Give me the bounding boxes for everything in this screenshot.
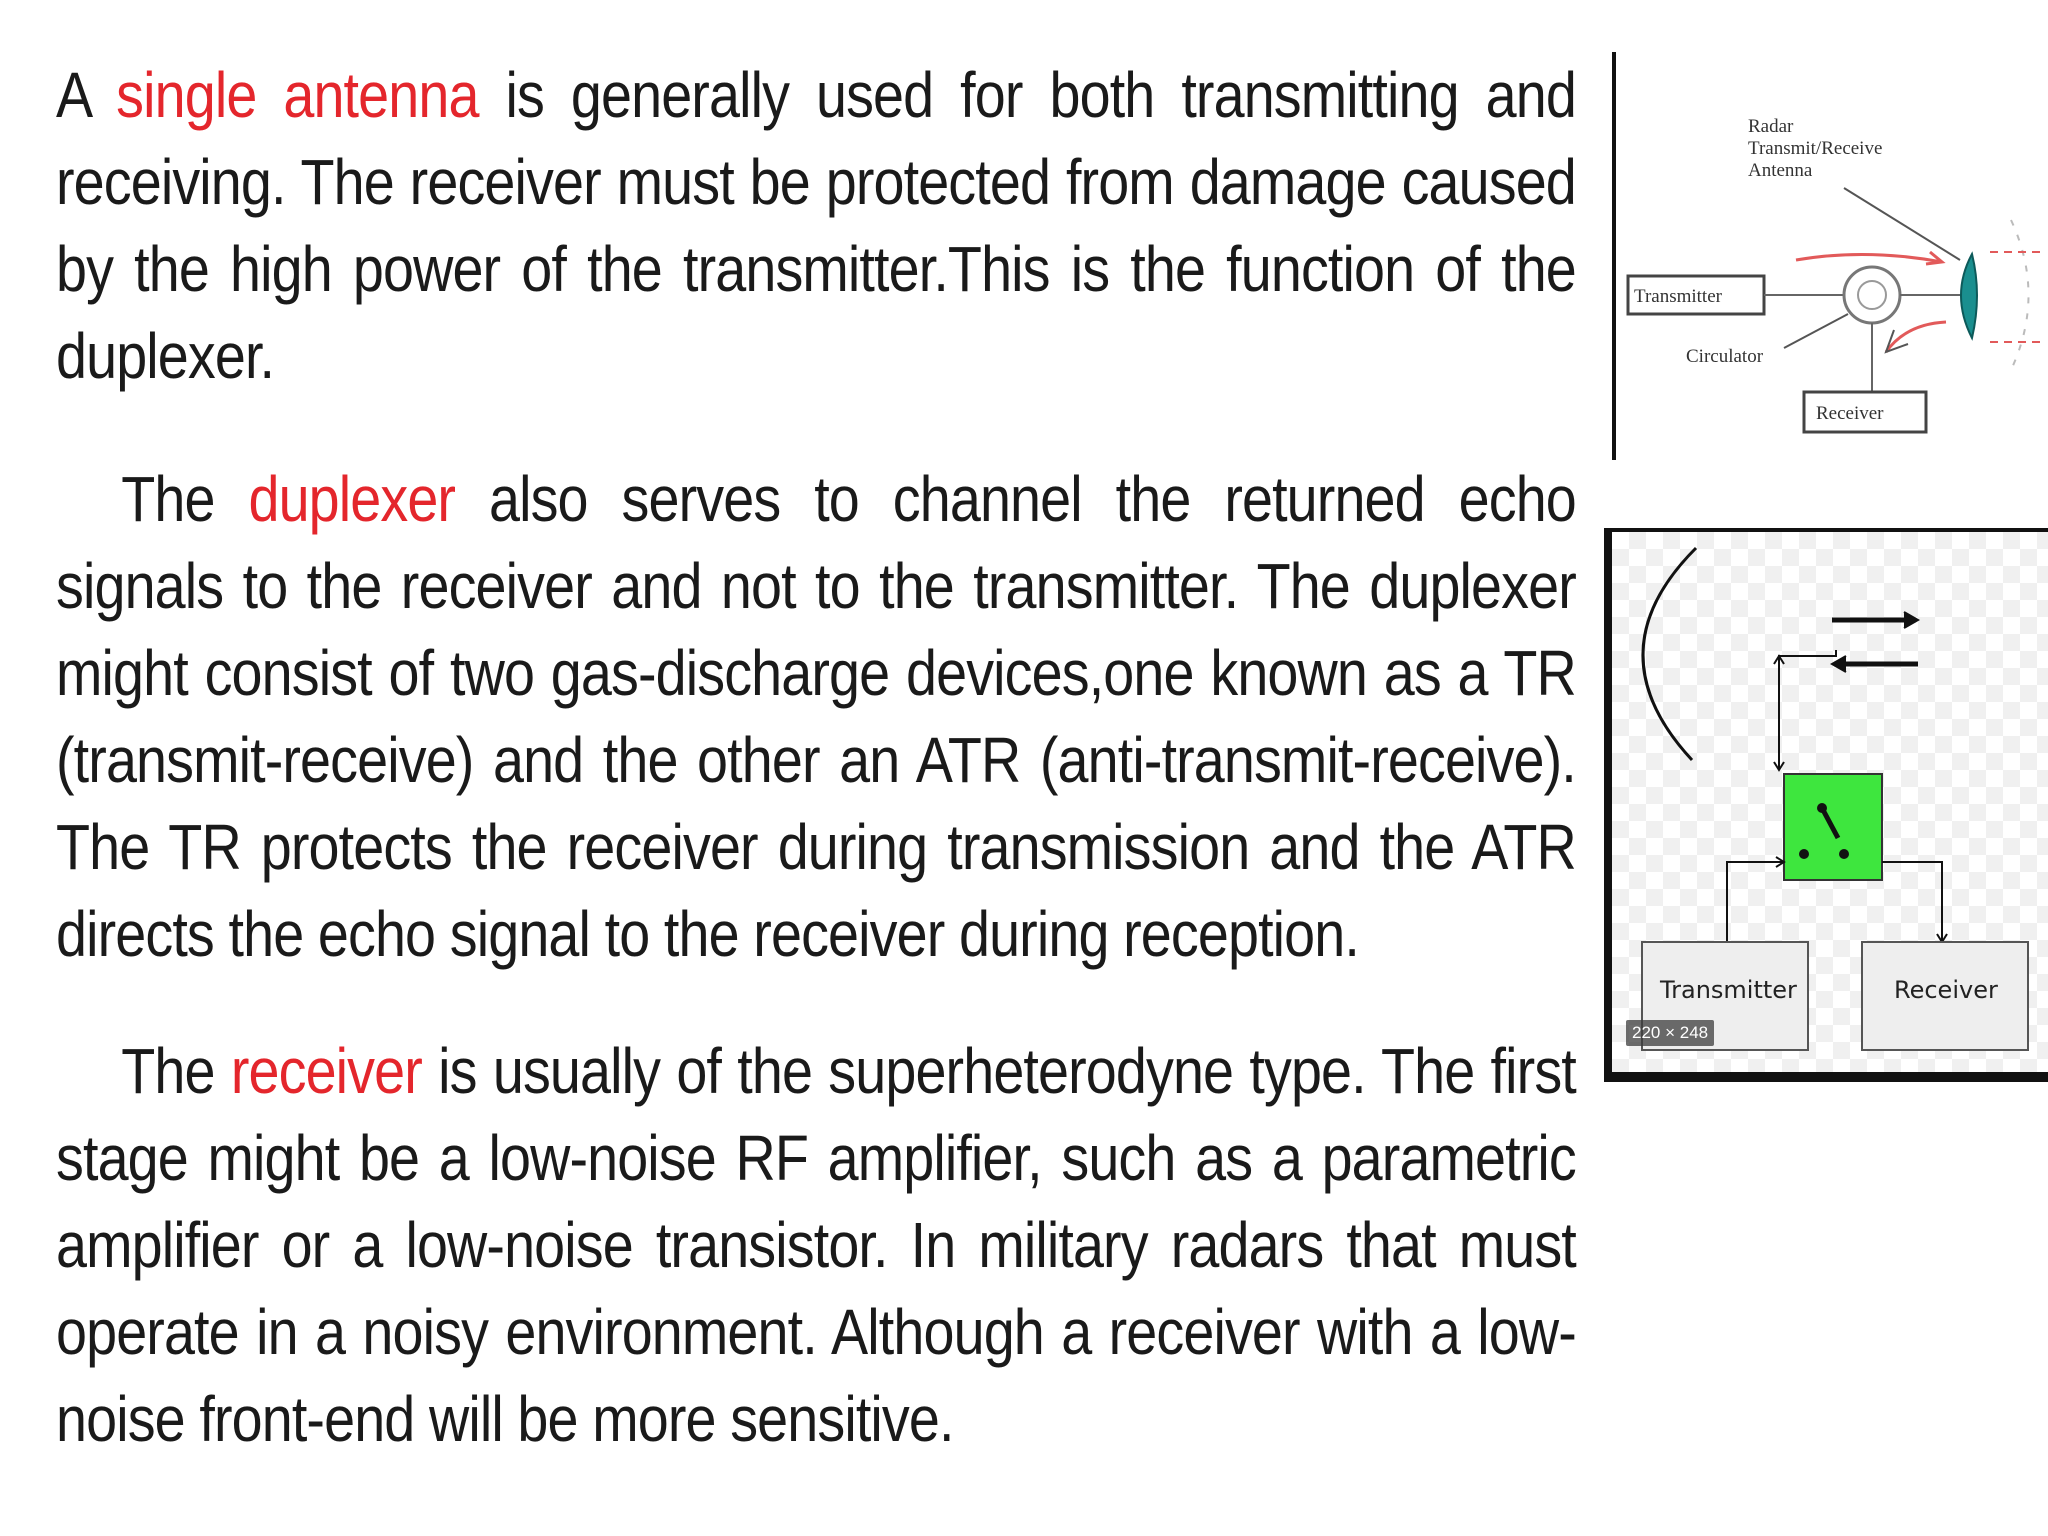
term-duplexer: duplexer [248,463,456,535]
receiver-label: Receiver [1894,976,1998,1004]
paragraph-receiver [56,1028,1576,1463]
circulator-leader-line [1784,314,1848,348]
antenna-label-line1: Radar [1748,116,1794,137]
tx-flow-arrow [1796,254,1942,262]
switch-contact-tx-icon [1799,849,1809,859]
circulator-icon [1844,267,1900,323]
p1-lead: A [56,59,117,131]
tx-arrowhead-icon [1926,252,1942,264]
circulator-diagram-svg [1616,52,2048,460]
transmitter-label: Transmitter [1660,976,1797,1004]
body-text [56,52,1576,1463]
switch-diagram-svg [1612,532,2048,1072]
p3-lead: The [121,1035,231,1107]
paragraph-antenna [56,52,1576,400]
tx-wave-arrowhead-icon [1904,612,1918,628]
rx-flow-arrow [1886,322,1946,352]
feed-line [1779,650,1836,770]
transmitter-label: Transmitter [1634,286,1722,307]
switch-diagram-canvas [1612,532,2048,1072]
switch-contact-rx-icon [1839,849,1849,859]
circulator-inner-icon [1858,281,1886,309]
antenna-dish-icon [1961,254,1977,338]
receiver-label: Receiver [1816,403,1884,424]
rx-wave-arrowhead-icon [1832,656,1846,672]
antenna-label-line3: Antenna [1748,160,1813,181]
tx-to-switch-line [1727,862,1784,942]
p3-text: is usually of the superheterodyne type. The first stage might be a low-noise RF amplifier, such as a parametric amplifier or a low-noise transistor. In military radars that must operate in a noisy environment. Although a receiver with a low-noise front-end will be more sensitive. [56,1035,1576,1455]
p1-text: is generally used for both transmitting and receiving. The receiver must be protected from damage caused by the high power of the transmitter.This is the function of the duplexer. [56,59,1576,392]
antenna-leader-line [1844,188,1960,260]
term-single-antenna: single antenna [116,59,479,131]
p2-lead: The [121,463,249,535]
paragraph-duplexer [56,456,1576,978]
term-receiver: receiver [230,1035,422,1107]
antenna-label-line2: Transmit/Receive [1748,138,1883,159]
wavefront-icon [2011,220,2029,370]
circulator-diagram [1612,52,2048,460]
circulator-label: Circulator [1686,346,1764,367]
p2-text: also serves to channel the returned echo signals to the receiver and not to the transmitter. The duplexer might consist of two gas-discharge devices,one known as a TR (transmit-receive) and the other an ATR (anti-transmit-receive). The TR protects the receiver during transmission and the ATR directs the echo signal to the receiver during reception. [56,463,1576,970]
switch-to-rx-line [1882,862,1942,942]
switch-diagram [1604,528,2048,1082]
antenna-reflector-icon [1643,548,1696,760]
image-dimensions-badge: 220 × 248 [1626,1020,1714,1046]
